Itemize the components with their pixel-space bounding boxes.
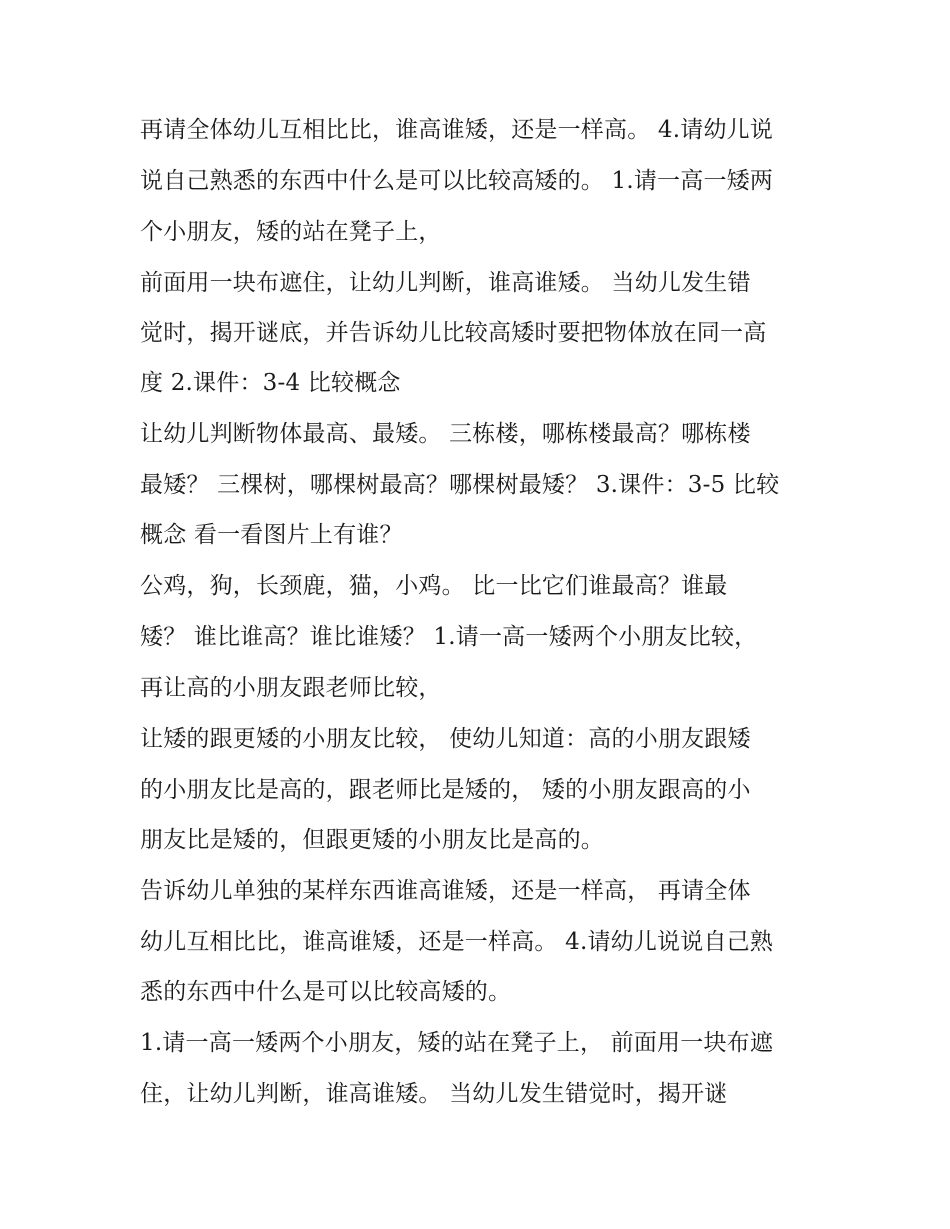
text-line: 度 2.课件：3-4 比较概念	[140, 370, 401, 396]
text-line: 公鸡，狗，长颈鹿，猫，小鸡。 比一比它们谁最高？谁最	[140, 573, 728, 599]
text-line: 让矮的跟更矮的小朋友比较， 使幼儿知道：高的小朋友跟矮	[140, 726, 751, 752]
text-line: 住，让幼儿判断，谁高谁矮。 当幼儿发生错觉时，揭开谜	[140, 1081, 728, 1107]
text-line: 觉时，揭开谜底，并告诉幼儿比较高矮时要把物体放在同一高	[140, 320, 767, 346]
text-line: 最矮？ 三棵树，哪棵树最高？哪棵树最矮？ 3.课件：3-5 比较	[140, 472, 780, 498]
text-line: 让幼儿判断物体最高、最矮。 三栋楼，哪栋楼最高？哪栋楼	[140, 421, 751, 447]
text-line: 告诉幼儿单独的某样东西谁高谁矮，还是一样高， 再请全体	[140, 878, 751, 904]
text-line: 1.请一高一矮两个小朋友，矮的站在凳子上， 前面用一块布遮	[140, 1030, 774, 1056]
text-line: 概念 看一看图片上有谁？	[140, 522, 403, 548]
text-line: 幼儿互相比比，谁高谁矮，还是一样高。 4.请幼儿说说自己熟	[140, 929, 774, 955]
text-line: 说自己熟悉的东西中什么是可以比较高矮的。 1.请一高一矮两	[140, 168, 774, 194]
text-line: 个小朋友，矮的站在凳子上，	[140, 219, 442, 245]
text-line: 朋友比是矮的，但跟更矮的小朋友比是高的。	[140, 827, 604, 853]
text-line: 再让高的小朋友跟老师比较，	[140, 675, 442, 701]
text-line: 的小朋友比是高的，跟老师比是矮的， 矮的小朋友跟高的小	[140, 777, 751, 803]
text-line: 悉的东西中什么是可以比较高矮的。	[140, 979, 512, 1005]
text-line: 矮？ 谁比谁高？谁比谁矮？ 1.请一高一矮两个小朋友比较，	[140, 624, 758, 650]
text-line: 再请全体幼儿互相比比，谁高谁矮，还是一样高。 4.请幼儿说	[140, 117, 774, 143]
text-line: 前面用一块布遮住，让幼儿判断，谁高谁矮。 当幼儿发生错	[140, 270, 751, 296]
